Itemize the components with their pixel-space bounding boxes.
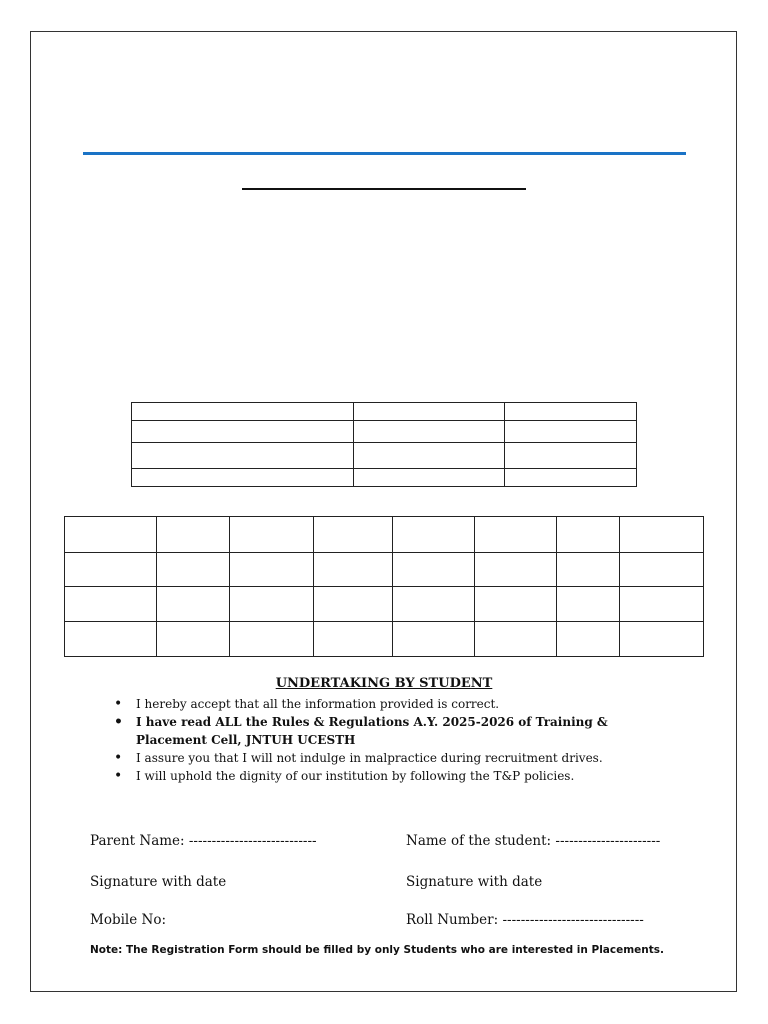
header-divider [83, 152, 686, 155]
undertaking-item: • I will uphold the dignity of our institution by following the T&P policies. [112, 767, 672, 785]
title-underline [242, 188, 526, 190]
parent-signature-label: Signature with date [90, 874, 227, 890]
table-cell[interactable] [505, 421, 637, 443]
table-cell[interactable] [505, 469, 637, 487]
table-cell[interactable] [65, 553, 157, 587]
table-cell[interactable] [65, 622, 157, 657]
table-cell[interactable] [230, 517, 314, 553]
table-cell[interactable] [230, 587, 314, 622]
table-cell[interactable] [65, 517, 157, 553]
table-row [65, 517, 704, 553]
table-cell[interactable] [132, 403, 354, 421]
student-signature-label: Signature with date [406, 874, 543, 890]
undertaking-list [112, 695, 672, 785]
table-cell[interactable] [314, 517, 393, 553]
table-cell[interactable] [557, 517, 620, 553]
table-cell[interactable] [475, 622, 557, 657]
table-cell[interactable] [505, 403, 637, 421]
table-cell[interactable] [557, 553, 620, 587]
table-cell[interactable] [354, 469, 505, 487]
table-cell[interactable] [132, 469, 354, 487]
student-name-field[interactable]: Name of the student: ----------------------- [406, 833, 661, 849]
details-table [131, 402, 637, 487]
table-cell[interactable] [65, 587, 157, 622]
marks-table [64, 516, 704, 657]
table-cell[interactable] [393, 517, 475, 553]
table-cell[interactable] [230, 553, 314, 587]
table-row [132, 443, 637, 469]
table-cell[interactable] [314, 553, 393, 587]
undertaking-item: • I assure you that I will not indulge in malpractice during recruitment drives. [112, 749, 672, 767]
table-cell[interactable] [620, 587, 704, 622]
table-cell[interactable] [557, 587, 620, 622]
table-cell[interactable] [475, 553, 557, 587]
mobile-field[interactable]: Mobile No: [90, 912, 166, 928]
table-cell[interactable] [132, 443, 354, 469]
undertaking-item: • I hereby accept that all the information provided is correct. [112, 695, 672, 713]
table-cell[interactable] [620, 553, 704, 587]
table-cell[interactable] [354, 421, 505, 443]
table-cell[interactable] [475, 587, 557, 622]
table-cell[interactable] [393, 553, 475, 587]
table-cell[interactable] [354, 403, 505, 421]
table-cell[interactable] [393, 587, 475, 622]
table-cell[interactable] [157, 622, 230, 657]
table-cell[interactable] [557, 622, 620, 657]
table-cell[interactable] [314, 587, 393, 622]
table-row [65, 553, 704, 587]
table-row [132, 403, 637, 421]
table-cell[interactable] [230, 622, 314, 657]
table-cell[interactable] [157, 587, 230, 622]
table-cell[interactable] [314, 622, 393, 657]
table-cell[interactable] [475, 517, 557, 553]
table-cell[interactable] [157, 553, 230, 587]
table-cell[interactable] [393, 622, 475, 657]
table-cell[interactable] [620, 622, 704, 657]
table-cell[interactable] [157, 517, 230, 553]
parent-name-field[interactable]: Parent Name: ---------------------------- [90, 833, 317, 849]
undertaking-heading: UNDERTAKING BY STUDENT [275, 676, 493, 691]
table-cell[interactable] [132, 421, 354, 443]
table-row [65, 622, 704, 657]
table-cell[interactable] [620, 517, 704, 553]
registration-note: Note: The Registration Form should be filled by only Students who are interested in Placements. [90, 944, 665, 956]
table-row [65, 587, 704, 622]
table-row [132, 469, 637, 487]
roll-number-field[interactable]: Roll Number: ------------------------------- [406, 912, 644, 928]
table-cell[interactable] [505, 443, 637, 469]
table-cell[interactable] [354, 443, 505, 469]
undertaking-item: • I have read ALL the Rules & Regulations A.Y. 2025-2026 of Training & Placement Cell, JNTUH UCESTH [112, 713, 672, 749]
table-row [132, 421, 637, 443]
